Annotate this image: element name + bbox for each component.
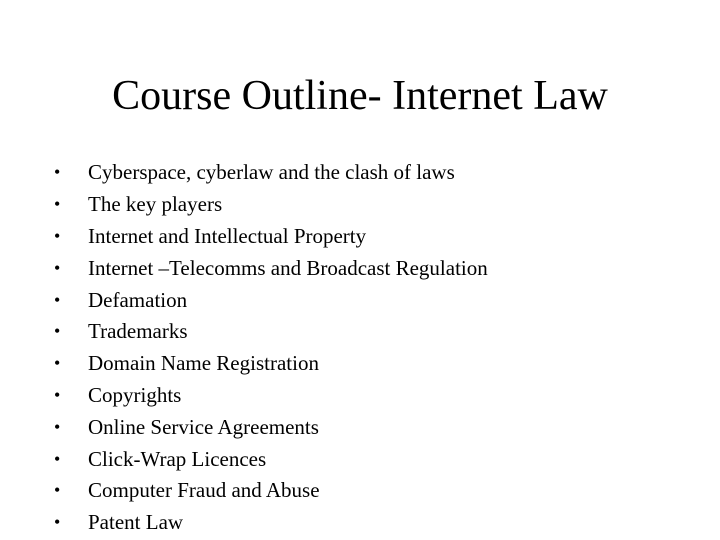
bullet-text: Defamation: [88, 287, 188, 312]
bullet-item: [54, 316, 488, 348]
bullet-icon: •: [54, 480, 61, 501]
bullet-list: [54, 157, 488, 539]
bullet-item: [54, 411, 488, 443]
bullet-item: [54, 189, 488, 221]
bullet-text: Online Service Agreements: [88, 414, 319, 439]
bullet-item: [54, 380, 488, 412]
bullet-item: [54, 221, 488, 253]
bullet-icon: •: [54, 384, 61, 405]
bullet-icon: •: [54, 162, 61, 183]
bullet-icon: •: [54, 321, 61, 342]
bullet-icon: •: [54, 512, 61, 533]
bullet-text: Cyberspace, cyberlaw and the clash of laws: [88, 160, 455, 185]
bullet-icon: •: [54, 289, 61, 310]
bullet-text: Internet –Telecomms and Broadcast Regulation: [88, 255, 488, 280]
bullet-text: Domain Name Registration: [88, 351, 319, 376]
bullet-text: Patent Law: [88, 510, 184, 535]
bullet-text: The key players: [88, 192, 223, 217]
bullet-text: Click-Wrap Licences: [88, 446, 267, 471]
bullet-item: [54, 252, 488, 284]
bullet-icon: •: [54, 257, 61, 278]
bullet-item: [54, 443, 488, 475]
bullet-icon: •: [54, 194, 61, 215]
bullet-text: Copyrights: [88, 382, 182, 407]
bullet-text: Computer Fraud and Abuse: [88, 478, 320, 503]
slide-title: Course Outline- Internet Law: [112, 73, 608, 119]
bullet-item: [54, 348, 488, 380]
bullet-text: Trademarks: [88, 319, 188, 344]
bullet-item: [54, 157, 488, 189]
bullet-item: [54, 475, 488, 507]
bullet-item: [54, 507, 488, 539]
bullet-text: Internet and Intellectual Property: [88, 223, 367, 248]
bullet-item: [54, 284, 488, 316]
bullet-icon: •: [54, 416, 61, 437]
bullet-icon: •: [54, 448, 61, 469]
bullet-icon: •: [54, 353, 61, 374]
bullet-icon: •: [54, 225, 61, 246]
